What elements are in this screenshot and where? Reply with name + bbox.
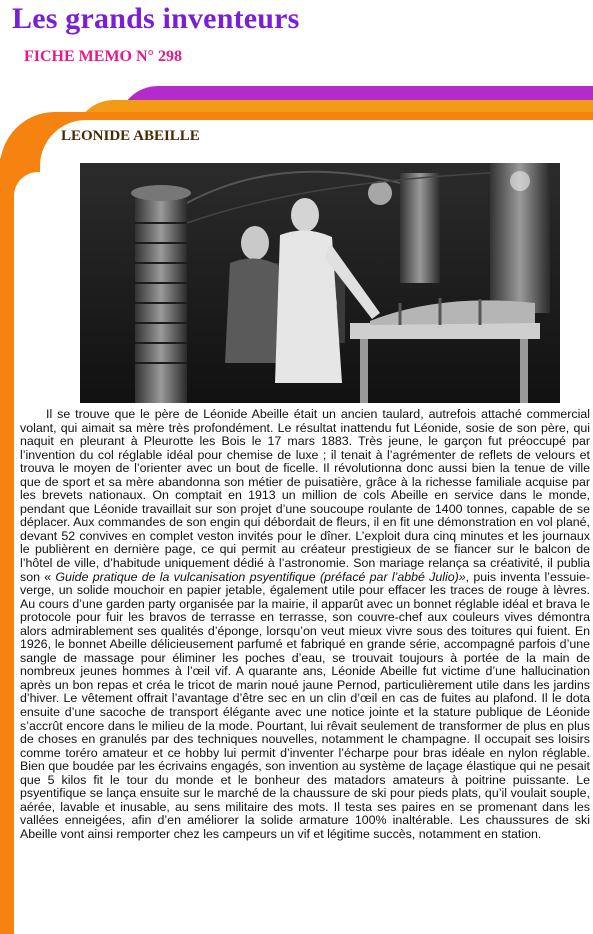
laboratory-photo [80, 163, 560, 403]
subject-name: LEONIDE ABEILLE [61, 128, 200, 144]
article-text-part2: , puis inventa l’essuie-verge, un solide mouchoir en papier jetable, également utile pour effacer les traces de rouge à lèvres. Au cours d’une garden party organisée par la mairie, il apparût avec un bonnet réglable idéal et brava le protocole pour fuir les bravos de terrasse en terrasse, son couvre-chef aux couleurs vives démontra alors admirablement ses qualités d’éponge, lorsqu’on veut mieux vivre sous des toitures qui fuient. En 1926, le bonnet Abeille délicieusement parfumé et fabriqué en grande série, accompagné parfois d’une sangle de massage pour éliminer les poches d’eau, se trouvait toujours à portée de la main de nombreux jeunes hommes à l’œil vif. A quarante ans, Léonide Abeille fut victime d’une hallucination après un bon repas et créa le tricot de marin noué jaune Pernod, particulièrement utile dans les jardins d’hiver. Le vêtement offrait l’avantage d’être sec en un clin d’œil en cas de fuites au plafond. Il le dota ensuite d’une sacoche de transport élégante avec une notice jointe et la stature publique de Léonide s’accrût encore dans le milieu de la mode. Pourtant, lui rêvait seulement de transformer de plus en plus de choses en granulés par des techniques nouvelles, notamment le champagne. Il occupait ses loisirs comme toréro amateur et ce hobby lui permit d’inventer l’écharpe pour bras idéale en nylon réglable. Bien que boudée par les écrivains engagés, son invention au système de laçage élastique qui ne pesait que 5 kilos fit le tour du monde et le bonheur des matadors amateurs à poitrine puissante. Le psyentifique se lança ensuite sur le marché de la chaussure de ski pour pieds plats, qu’il voulait souple, aérée, lavable et inusable, au sens militaire des mots. Il testa ses paires en se promenant dans les vallées enneigées, afin d’en améliorer la solide armature 100% inaltérable. Les chaussures de ski Abeille vont ainsi remporter chez les campeurs un vif et légitime succès, notamment en station. [20, 569, 590, 841]
fiche-number: FICHE MEMO N° 298 [24, 48, 182, 65]
laboratory-photo-icon [80, 163, 560, 403]
article-text-part1: Il se trouve que le père de Léonide Abeille était un ancien taulard, autrefois attaché commercial volant, qui aimait sa mère très profondément. Le résultat inattendu fut Léonide, sosie de son père, qui naquit en pleurant à Pleurotte les Bois le 17 mars 1883. Très jeune, le garçon fut préoccupé par l’invention du col réglable idéal pour chemise de luxe ; il tenait à l’agrémenter de reflets de velours et trouva le moyen de l’orienter avec un bout de ficelle. Il révolutionna donc aussi bien la tenue de ville que de sport et sa mère abandonna son métier de puisatière, grâce à la richesse familiale acquise par les brevets nationaux. On comptait en 1913 un million de cols Abeille en service dans le monde, pendant que Léonide travaillait sur son projet d’une soucoupe roulante de 1400 tonnes, capable de se déplacer. Aux commandes de son engin qui débordait de fleurs, il en fit une démonstration en vol plané, devant 52 convives en complet veston invités pour le dîner. L’exploit dura cinq minutes et les journaux le publièrent en dernière page, ce qui permit au créateur prestigieux de se fiancer sur le balcon de l’hôtel de ville, d’habitude uniquement dédié à l’astronomie. Son mariage relança sa créativité, il publia son « [20, 407, 590, 584]
book-title: Guide pratique de la vulcanisation psyentifique (préfacé par l’abbé Julio)» [55, 569, 466, 584]
page-title: Les grands inventeurs [12, 2, 300, 35]
article-body [20, 408, 590, 842]
article-paragraph [20, 408, 590, 842]
